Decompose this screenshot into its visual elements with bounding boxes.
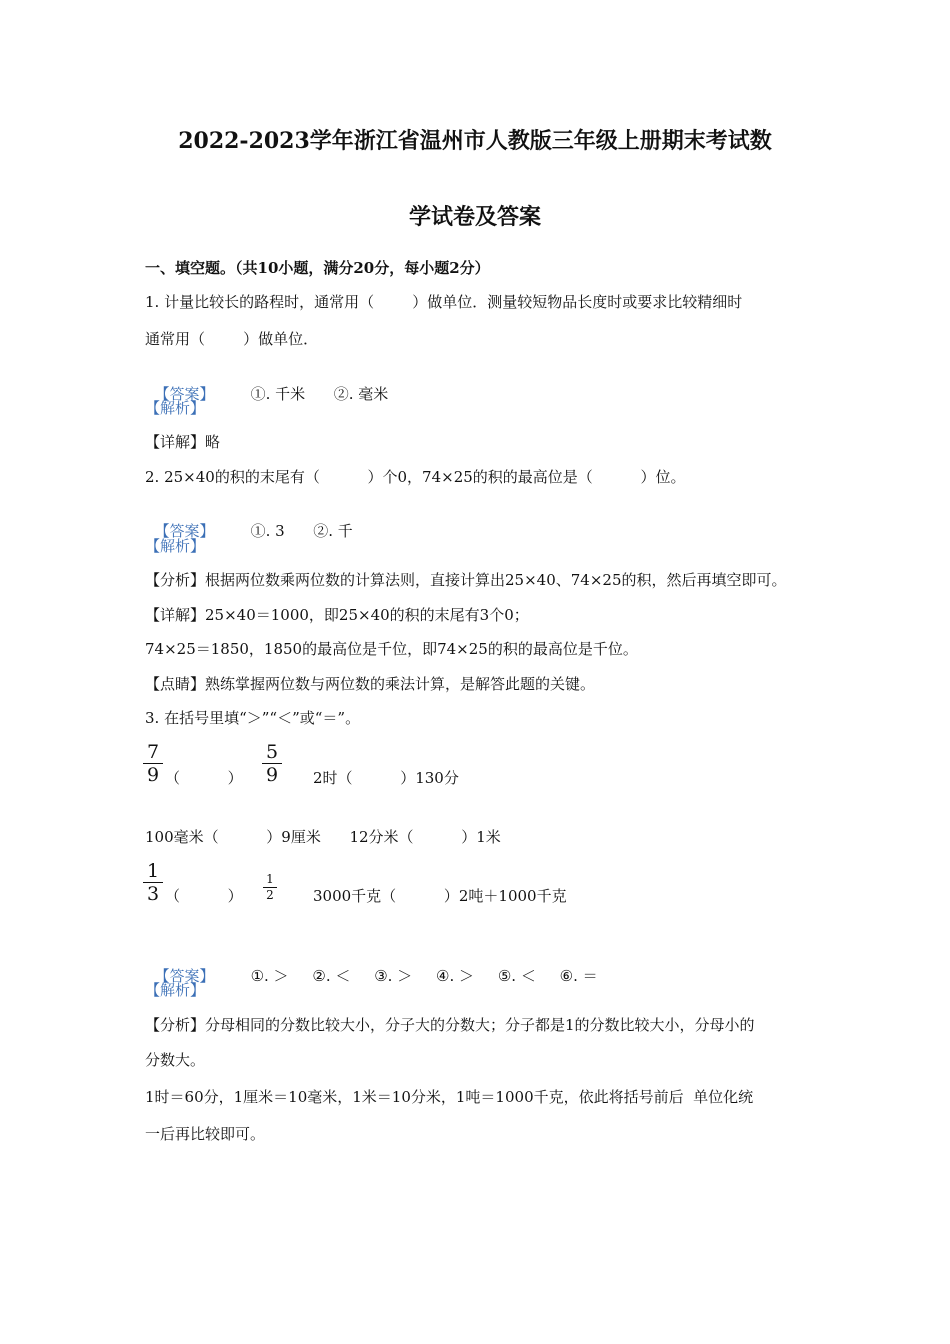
fraction-5-9 bbox=[262, 742, 282, 785]
fraction-numerator: 7 bbox=[146, 741, 160, 763]
fraction-denominator: 2 bbox=[266, 888, 274, 902]
q2-stem: 2. 25×40的积的末尾有（ ）个0，74×25的积的最高位是（ ）位。 bbox=[145, 468, 686, 486]
fraction-numerator: 5 bbox=[265, 741, 279, 763]
analysis-tag: 【解析】 bbox=[145, 399, 206, 417]
fraction-denominator: 9 bbox=[265, 764, 279, 786]
analysis-tag: 【解析】 bbox=[145, 981, 206, 999]
q3-stem: 3. 在括号里填“＞”“＜”或“＝”。 bbox=[145, 709, 361, 727]
q3-conversion-line2: 一后再比较即可。 bbox=[145, 1125, 266, 1143]
fraction-denominator: 3 bbox=[146, 883, 160, 905]
q3-answer: ①. ＞ ②. ＜ ③. ＞ ④. ＞ ⑤. ＜ ⑥. ＝ bbox=[250, 967, 598, 985]
q2-key-point: 【点睛】熟练掌握两位数与两位数的乘法计算，是解答此题的关键。 bbox=[145, 675, 596, 693]
q2-answer-row bbox=[145, 501, 353, 541]
fraction-1-2 bbox=[263, 873, 277, 902]
fraction-numerator: 1 bbox=[266, 872, 274, 886]
q1-stem-line2: 通常用（ ）做单位． bbox=[145, 330, 319, 348]
q1-answer: ①. 千米 ②. 毫米 bbox=[250, 385, 389, 403]
fraction-7-9 bbox=[143, 742, 163, 785]
section-heading: 一、填空题。（共10小题，满分20分，每小题2分） bbox=[145, 259, 490, 277]
q1-stem-line1: 1. 计量比较长的路程时，通常用（ ）做单位．测量较短物品长度时或要求比较精细时 bbox=[145, 293, 743, 311]
q1-detail: 【详解】略 bbox=[145, 433, 221, 451]
answer-tag: 【答案】 bbox=[154, 385, 215, 403]
fraction-1-3 bbox=[143, 861, 163, 904]
fraction-numerator: 1 bbox=[146, 860, 160, 882]
q3-item-2: 2时（ ）130分 bbox=[313, 769, 459, 787]
q3-conversion-line1: 1时＝60分，1厘米＝10毫米，1米＝10分米，1吨＝1000千克，依此将括号前后 单位化统 bbox=[145, 1088, 754, 1106]
analysis-tag: 【解析】 bbox=[145, 537, 206, 555]
q3-blank-1: （ ） bbox=[165, 769, 243, 787]
answer-tag: 【答案】 bbox=[154, 967, 215, 985]
q3-analysis-line1: 【分析】分母相同的分数比较大小，分子大的分数大；分子都是1的分数比较大小，分母小的 bbox=[145, 1016, 755, 1034]
q3-answer-row bbox=[145, 946, 598, 986]
q2-analysis: 【分析】根据两位数乘两位数的计算法则，直接计算出25×40、74×25的积，然后再填空即可。 bbox=[145, 571, 787, 589]
q3-item-6: 3000千克（ ）2吨＋1000千克 bbox=[313, 887, 567, 905]
page-title-line1: 2022-2023学年浙江省温州市人教版三年级上册期末考试数 bbox=[178, 128, 772, 154]
q3-blank-5: （ ） bbox=[165, 887, 243, 905]
q3-row-2: 100毫米（ ）9厘米 12分米（ ）1米 bbox=[145, 828, 501, 846]
answer-tag: 【答案】 bbox=[154, 522, 215, 540]
page-title-line2: 学试卷及答案 bbox=[408, 204, 541, 230]
q2-detail-line1: 【详解】25×40＝1000，即25×40的积的末尾有3个0； bbox=[145, 606, 529, 624]
fraction-denominator: 9 bbox=[146, 764, 160, 786]
q2-detail-line2: 74×25＝1850，1850的最高位是千位，即74×25的积的最高位是千位。 bbox=[145, 640, 638, 658]
q2-answer: ①. 3 ②. 千 bbox=[250, 522, 353, 540]
q3-analysis-line2: 分数大。 bbox=[145, 1051, 206, 1069]
